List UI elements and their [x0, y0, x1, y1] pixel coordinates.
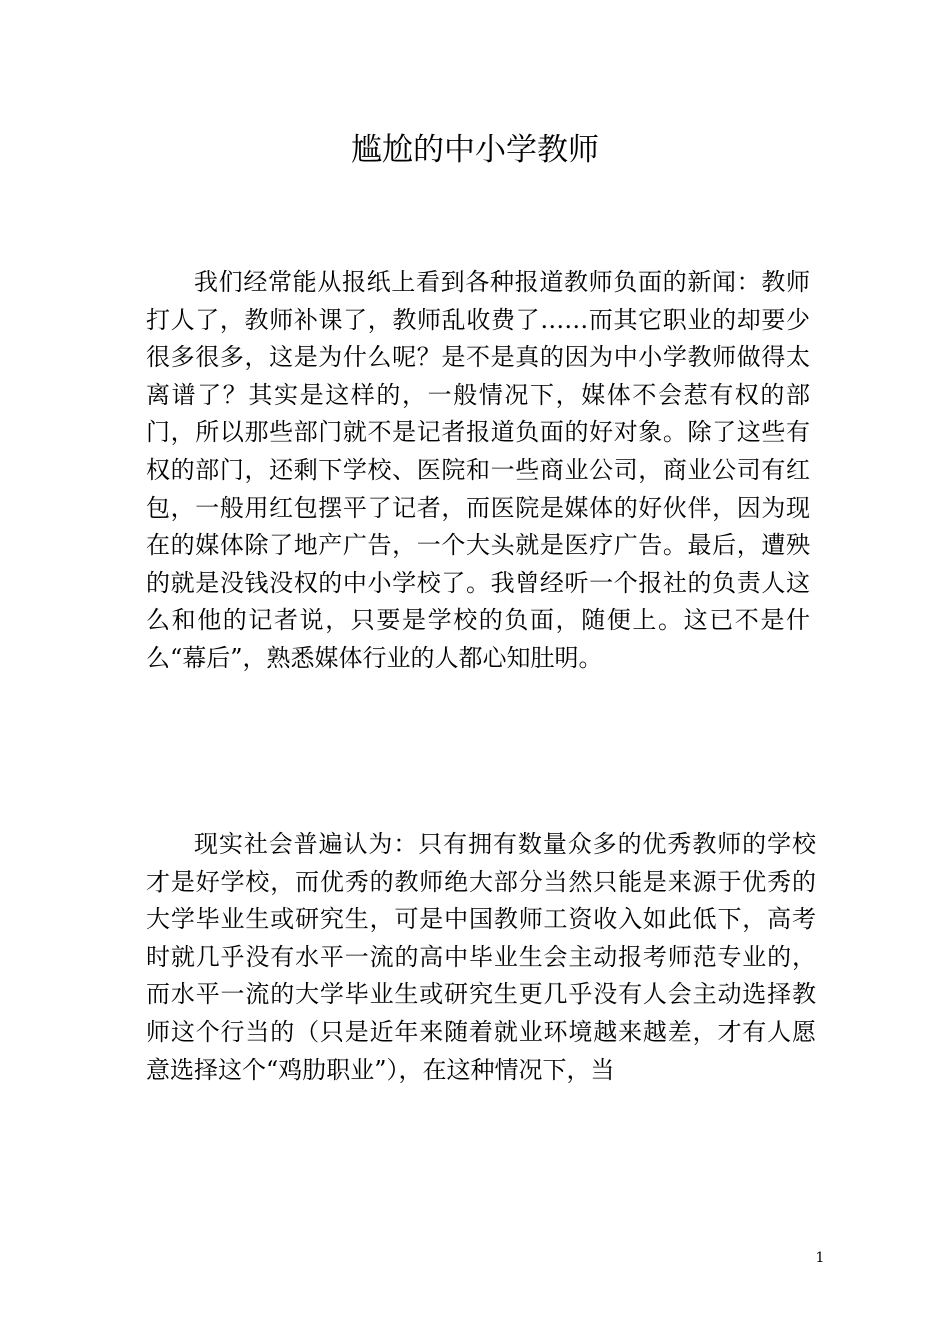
page-number: 1	[815, 1250, 825, 1266]
page-title: 尴尬的中小学教师	[351, 132, 599, 168]
paragraph-2: 现实社会普遍认为：只有拥有数量众多的优秀教师的学校才是好学校，而优秀的教师绝大部分当然只能是来源于优秀的大学毕业生或研究生，可是中国教师工资收入如此低下，高考时就几乎没有水平一流的高中毕业生会主动报考师范专业的，而水平一流的大学毕业生或研究生更几乎没有人会主动选择教师这个行当的（只是近年来随着就业环境越来越差，才有人愿意选择这个“鸡肋职业”），在这种情况下，当	[146, 830, 816, 1084]
paragraph-1: 我们经常能从报纸上看到各种报道教师负面的新闻：教师打人了，教师补课了，教师乱收费了……而其它职业的却要少很多很多，这是为什么呢？是不是真的因为中小学教师做得太离谱了？其实是这样的，一般情况下，媒体不会惹有权的部门，所以那些部门就不是记者报道负面的好对象。除了这些有权的部门，还剩下学校、医院和一些商业公司，商业公司有红包，一般用红包摆平了记者，而医院是媒体的好伙伴，因为现在的媒体除了地产广告，一个大头就是医疗广告。最后，遭殃的就是没钱没权的中小学校了。我曾经听一个报社的负责人这么和他的记者说，只要是学校的负面，随便上。这已不是什么“幕后”，熟悉媒体行业的人都心知肚明。	[146, 268, 810, 672]
